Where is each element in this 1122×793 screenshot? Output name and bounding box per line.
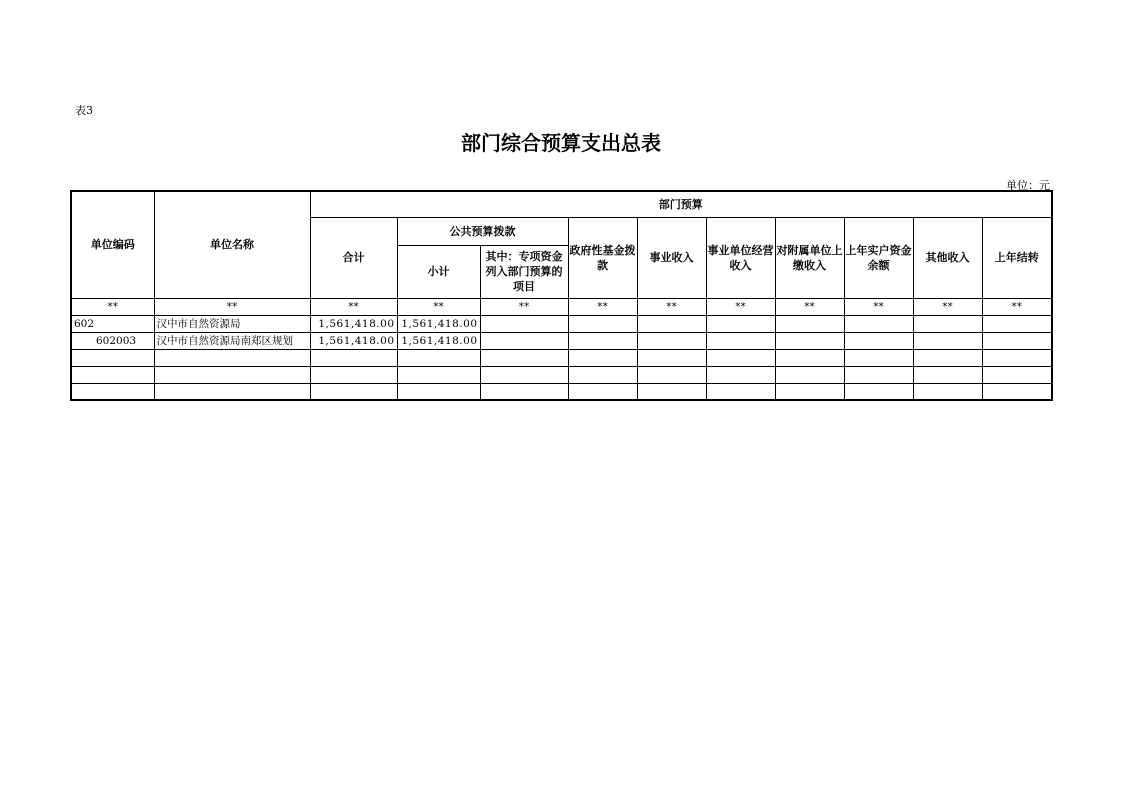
empty-cell	[775, 332, 844, 349]
star-cell: **	[397, 298, 480, 315]
header-prev-carryover: 上年结转	[982, 217, 1052, 298]
table-number-label: 表3	[75, 104, 93, 117]
star-cell: **	[706, 298, 775, 315]
star-cell: **	[154, 298, 310, 315]
subtotal-cell: 1,561,418.00	[397, 332, 480, 349]
star-cell: **	[71, 298, 154, 315]
empty-cell	[982, 315, 1052, 332]
total-cell: 1,561,418.00	[310, 332, 397, 349]
empty-cell	[913, 315, 982, 332]
empty-cell	[913, 332, 982, 349]
star-cell: **	[568, 298, 637, 315]
header-affiliated-payment: 对附属单位上缴收入	[775, 217, 844, 298]
unit-name-cell: 汉中市自然资源局	[154, 315, 310, 332]
header-other-income: 其他收入	[913, 217, 982, 298]
star-cell: **	[913, 298, 982, 315]
star-cell: **	[775, 298, 844, 315]
empty-cell	[982, 332, 1052, 349]
unit-code-cell: 602003	[71, 332, 154, 349]
header-business-income: 事业收入	[637, 217, 706, 298]
empty-cell	[844, 332, 913, 349]
header-public-budget: 公共预算拨款	[397, 217, 568, 245]
unit-label: 单位：元	[1006, 179, 1050, 192]
table-row	[71, 332, 1052, 349]
header-prev-balance: 上年实户资金余额	[844, 217, 913, 298]
table-row	[71, 315, 1052, 332]
header-unit-code: 单位编码	[71, 191, 154, 298]
table-row	[71, 366, 1052, 383]
header-business-operating: 事业单位经营收入	[706, 217, 775, 298]
table-row	[71, 349, 1052, 366]
table-row	[71, 383, 1052, 400]
header-gov-fund: 政府性基金拨款	[568, 217, 637, 298]
header-dept-budget: 部门预算	[310, 191, 1052, 217]
empty-cell	[637, 332, 706, 349]
subtotal-cell: 1,561,418.00	[397, 315, 480, 332]
page-title: 部门综合预算支出总表	[461, 131, 661, 155]
star-cell: **	[480, 298, 568, 315]
empty-cell	[706, 315, 775, 332]
header-unit-name: 单位名称	[154, 191, 310, 298]
empty-cell	[637, 315, 706, 332]
empty-cell	[844, 315, 913, 332]
star-cell: **	[637, 298, 706, 315]
unit-name-cell: 汉中市自然资源局南郑区规划	[154, 332, 310, 349]
header-subtotal: 小计	[397, 245, 480, 298]
budget-table	[70, 190, 1053, 401]
empty-cell	[480, 332, 568, 349]
empty-cell	[568, 332, 637, 349]
star-cell: **	[310, 298, 397, 315]
empty-cell	[568, 315, 637, 332]
empty-cell	[480, 315, 568, 332]
header-special-funds: 其中：专项资金列入部门预算的项目	[480, 245, 568, 298]
total-cell: 1,561,418.00	[310, 315, 397, 332]
star-cell: **	[982, 298, 1052, 315]
unit-code-cell: 602	[71, 315, 154, 332]
empty-cell	[775, 315, 844, 332]
header-total: 合计	[310, 217, 397, 298]
empty-cell	[706, 332, 775, 349]
star-cell: **	[844, 298, 913, 315]
